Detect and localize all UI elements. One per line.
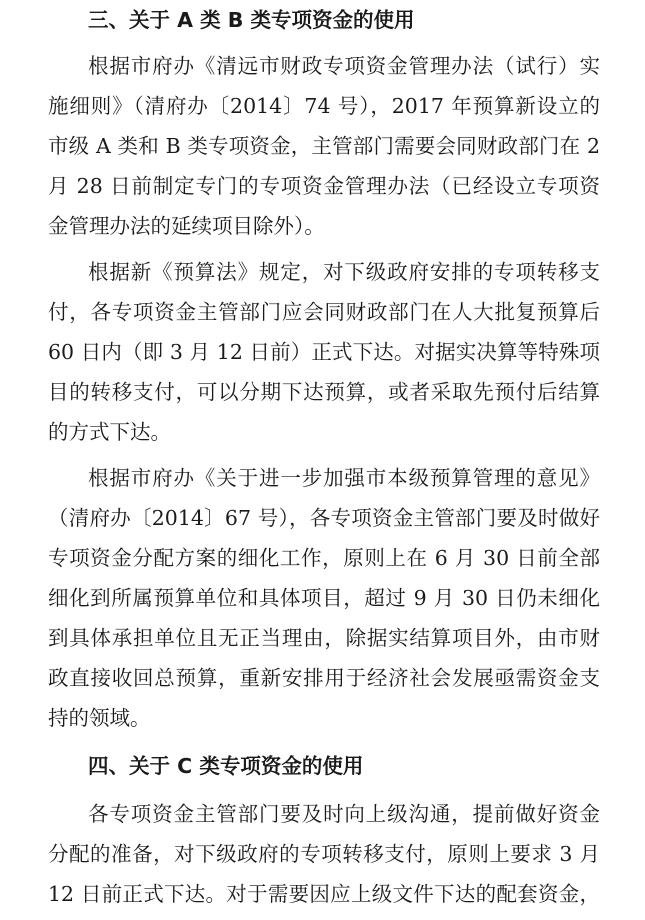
paragraph-line: 月 28 日前制定专门的专项资金管理办法（已经设立专项资 — [48, 174, 600, 198]
paragraph-line: 细化到所属预算单位和具体项目，超过 9 月 30 日仍未细化 — [48, 586, 600, 610]
paragraph-line: 60 日内（即 3 月 12 日前）正式下达。对据实决算等特殊项 — [48, 340, 600, 364]
paragraph-line: 分配的准备，对下级政府的专项转移支付，原则上要求 3 月 — [48, 842, 600, 866]
paragraph-line: 目的转移支付，可以分期下达预算，或者采取先预付后结算 — [48, 380, 600, 404]
paragraph-line: 根据市府办《清远市财政专项资金管理办法（试行）实 — [88, 54, 600, 78]
paragraph-line: 的方式下达。 — [48, 420, 171, 444]
paragraph-line: 根据新《预算法》规定，对下级政府安排的专项转移支 — [88, 260, 600, 284]
paragraph-line: 市级 A 类和 B 类专项资金，主管部门需要会同财政部门在 2 — [48, 134, 600, 158]
section-heading: 三、关于 A 类 B 类专项资金的使用 — [88, 8, 415, 32]
section-heading: 四、关于 C 类专项资金的使用 — [88, 754, 364, 778]
paragraph-line: 政直接收回总预算，重新安排用于经济社会发展亟需资金支 — [48, 666, 600, 690]
paragraph-line: 付，各专项资金主管部门应会同财政部门在人大批复预算后 — [48, 300, 600, 324]
paragraph-line: （清府办〔2014〕67 号），各专项资金主管部门要及时做好 — [48, 506, 600, 530]
paragraph-line: 金管理办法的延续项目除外）。 — [48, 214, 325, 238]
paragraph-line: 根据市府办《关于进一步加强市本级预算管理的意见》 — [88, 466, 600, 490]
paragraph-line: 各专项资金主管部门要及时向上级沟通，提前做好资金 — [88, 802, 600, 826]
paragraph-line: 12 日前正式下达。对于需要因应上级文件下达的配套资金， — [48, 882, 600, 906]
paragraph-line: 到具体承担单位且无正当理由，除据实结算项目外，由市财 — [48, 626, 600, 650]
paragraph-line: 专项资金分配方案的细化工作，原则上在 6 月 30 日前全部 — [48, 546, 600, 570]
paragraph-line: 持的领域。 — [48, 706, 151, 730]
paragraph-line: 施细则》（清府办〔2014〕74 号），2017 年预算新设立的 — [48, 94, 600, 118]
